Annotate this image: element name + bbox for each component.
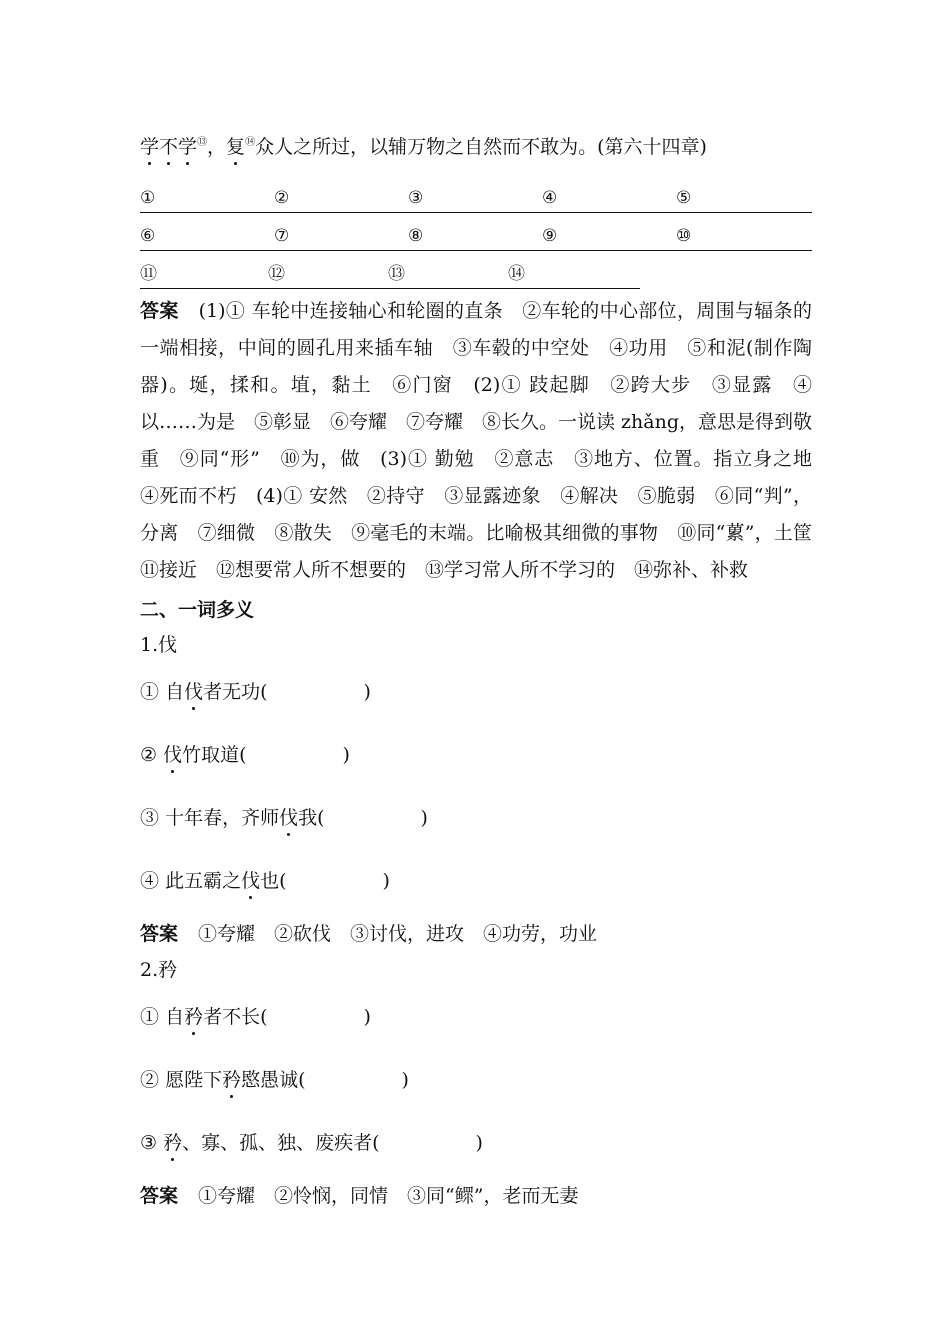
quote-line [140, 135, 707, 159]
dotted-char: 矜 [163, 1132, 183, 1154]
punct: ， [207, 136, 227, 158]
footnote-marker: ⑭ [245, 137, 256, 148]
fill-blank-number[interactable]: ② [274, 188, 290, 208]
item-text: ) [363, 1006, 371, 1028]
fill-blank-number[interactable]: ⑬ [388, 264, 405, 284]
dotted-char: 复 [226, 136, 246, 158]
item-text: 竹取道( [182, 744, 247, 766]
word-title: 1.伐 [140, 634, 178, 656]
section-title: 二、一词多义 [140, 599, 255, 621]
exercise-item [140, 1005, 371, 1029]
dotted-char: 不 [159, 136, 179, 158]
fill-in-row-3 [140, 262, 640, 289]
item-text: 自 [165, 1006, 185, 1028]
item-text: ) [401, 1069, 409, 1091]
item-text: ) [475, 1132, 483, 1154]
item-number: ③ [140, 807, 160, 829]
fill-blank-number[interactable]: ⑧ [408, 226, 424, 246]
fill-blank-number[interactable]: ⑭ [508, 264, 525, 284]
item-text: 、寡、孤、独、废疾者( [182, 1132, 380, 1154]
item-text: ) [363, 681, 371, 703]
fill-blank-number[interactable]: ④ [542, 188, 558, 208]
item-number: ③ [140, 1132, 158, 1154]
item-number: ② [140, 744, 158, 766]
fill-blank-number[interactable]: ⑨ [542, 226, 558, 246]
fill-blank-number[interactable]: ⑦ [274, 226, 290, 246]
dotted-char: 伐 [163, 744, 183, 766]
answer-text: ①夸耀 ②怜悯，同情 ③同“鳏”，老而无妻 [198, 1185, 579, 1207]
dotted-char: 学 [140, 136, 160, 158]
item-text: ) [420, 807, 428, 829]
exercise-item [140, 869, 390, 893]
item-text: 愍愚诚( [241, 1069, 306, 1091]
item-text: 此五霸之 [165, 870, 242, 892]
dotted-char: 矜 [222, 1069, 242, 1091]
fill-blank-number[interactable]: ① [140, 188, 156, 208]
fill-blank-number[interactable]: ⑤ [676, 188, 692, 208]
answer-label: 答案 [140, 923, 179, 945]
item-text: 者不长( [203, 1006, 268, 1028]
fill-blank-number[interactable]: ⑩ [676, 226, 692, 246]
answer-block-1 [140, 293, 832, 589]
fill-blank-number[interactable]: ③ [408, 188, 424, 208]
item-text: 十年春，齐师 [165, 807, 280, 829]
dotted-char: 矜 [184, 1006, 204, 1028]
item-number: ② [140, 1069, 160, 1091]
fill-blank-number[interactable]: ⑪ [140, 264, 157, 284]
answer-label: 答案 [140, 300, 179, 322]
exercise-item [140, 743, 350, 767]
item-text: 我( [298, 807, 325, 829]
quote-rest: 众人之所过，以辅万物之自然而不敢为。(第六十四章) [255, 136, 707, 158]
answer-block-3 [140, 1184, 578, 1208]
dotted-char: 伐 [184, 681, 204, 703]
footnote-marker: ⑬ [197, 137, 208, 148]
exercise-item [140, 806, 428, 830]
item-text: 愿陛下 [165, 1069, 223, 1091]
answer-block-2 [140, 922, 597, 946]
item-number: ① [140, 681, 160, 703]
fill-blank-number[interactable]: ⑫ [268, 264, 285, 284]
dotted-char: 伐 [279, 807, 299, 829]
answer-text: (1)① 车轮中连接轴心和轮圈的直条 ②车轮的中心部位，周围与辐条的一端相接，中间的圆孔用来插车轴 ③车毂的中空处 ④功用 ⑤和泥(制作陶器)。埏，揉和。埴，黏土 ⑥门窗 (2)① 跂起脚 ②跨大步 ③显露 ④以……为是 ⑤彰显 ⑥夸耀 ⑦夸耀 ⑧长久。一说读 zhǎng，意思是得到敬重 ⑨同“形” ⑩为，做 (3)① 勤勉 ②意志 ③地方、位置。指立身之地 ④死而不朽 (4)① 安然 ②持守 ③显露迹象 ④解决 ⑤脆弱 ⑥同“判”，分离 ⑦细微 ⑧散失 ⑨毫毛的末端。比喻极其细微的事物 ⑩同“蔂”，土筐 ⑪接近 ⑫想要常人所不想要的 ⑬学习常人所不学习的 ⑭弥补、补救 [140, 300, 832, 581]
dotted-char: 伐 [241, 870, 261, 892]
exercise-item [140, 1131, 483, 1155]
item-text: 也( [260, 870, 287, 892]
item-text: ) [382, 870, 390, 892]
answer-label: 答案 [140, 1185, 179, 1207]
fill-blank-number[interactable]: ⑥ [140, 226, 156, 246]
word-title: 2.矜 [140, 959, 178, 981]
item-text: 自 [165, 681, 185, 703]
fill-in-row-1 [140, 186, 812, 213]
answer-text: ①夸耀 ②砍伐 ③讨伐，进攻 ④功劳，功业 [198, 923, 598, 945]
fill-in-row-2 [140, 224, 812, 251]
item-number: ① [140, 1006, 160, 1028]
item-text: ) [342, 744, 350, 766]
exercise-item [140, 1068, 409, 1092]
exercise-item [140, 680, 371, 704]
item-text: 者无功( [203, 681, 268, 703]
item-number: ④ [140, 870, 160, 892]
dotted-char: 学 [178, 136, 198, 158]
